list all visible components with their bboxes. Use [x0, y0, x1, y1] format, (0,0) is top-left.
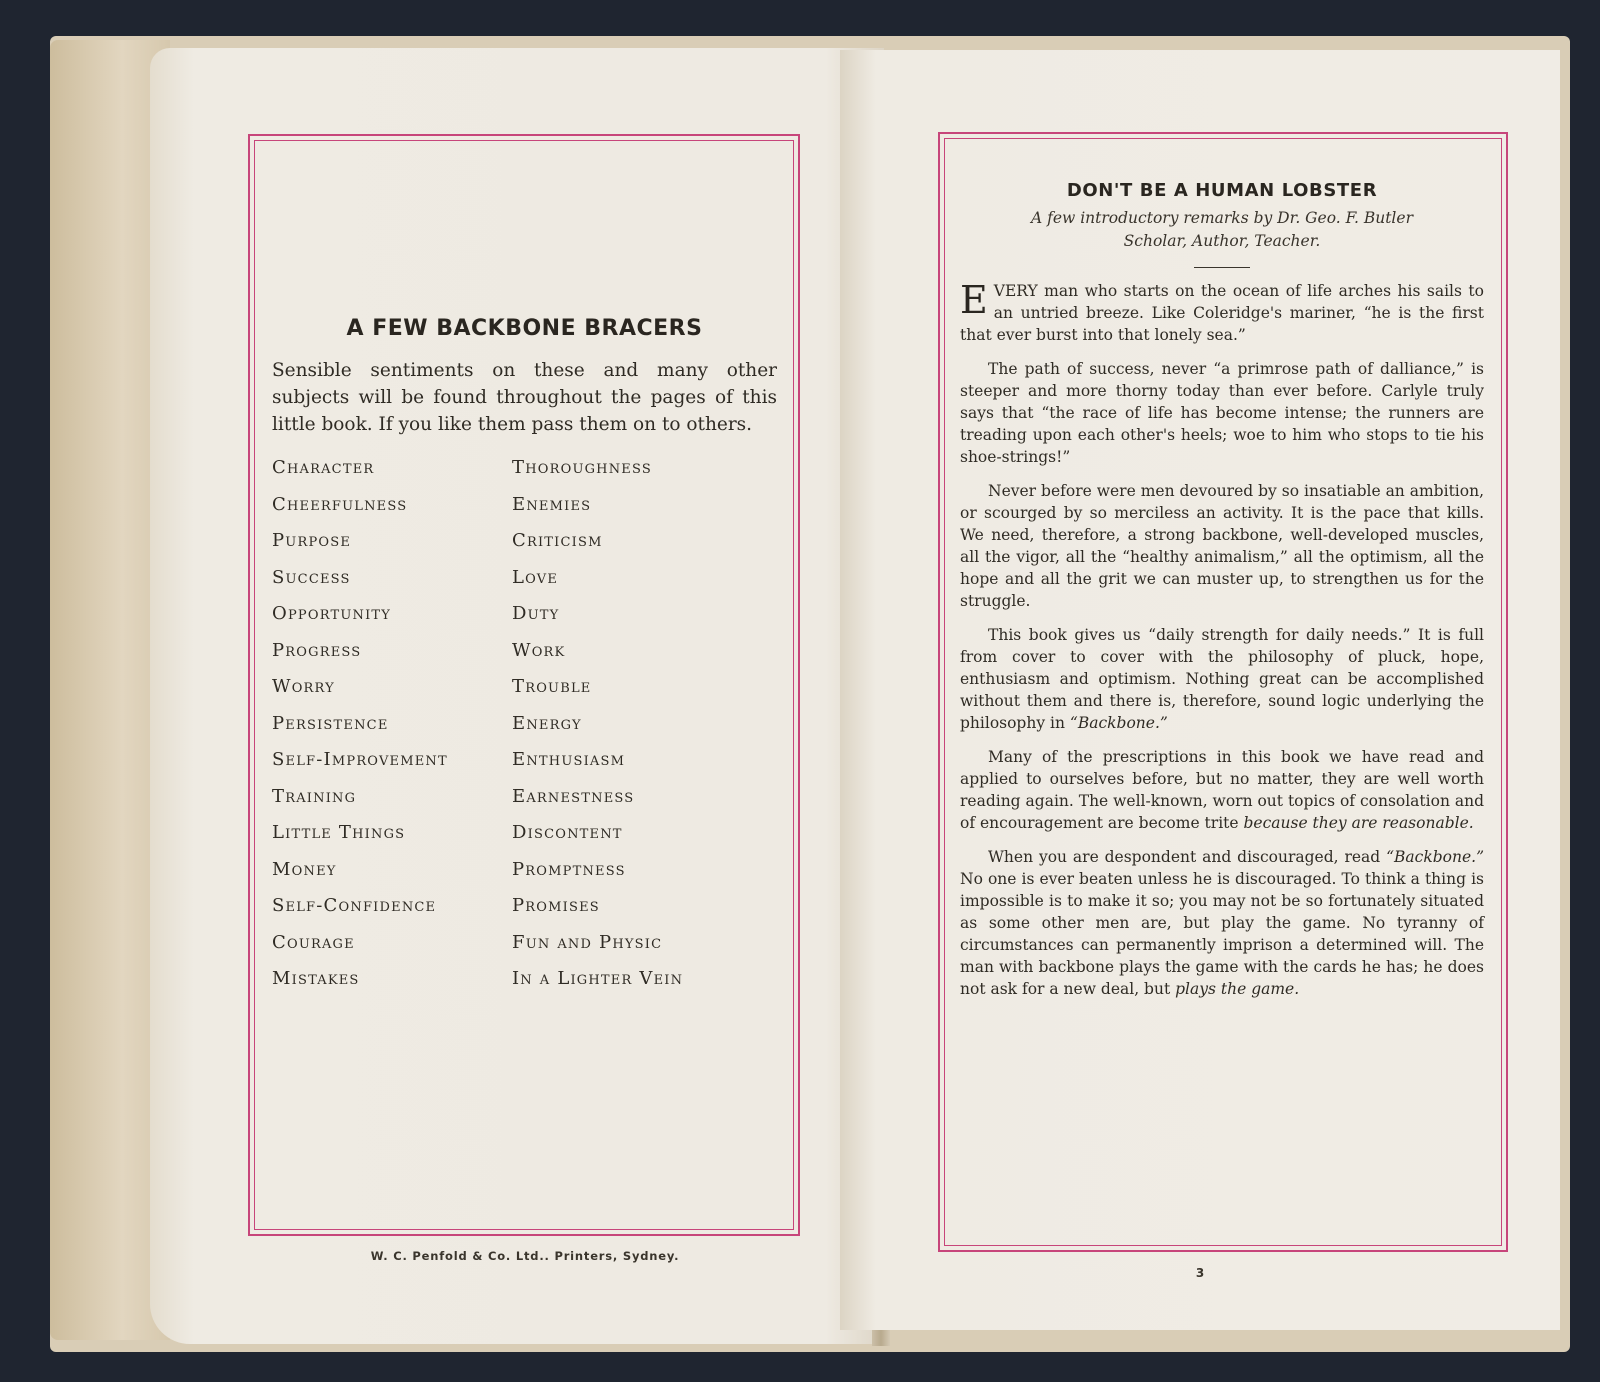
bracer-item-col1: Persistence	[272, 712, 389, 734]
paragraph-2: The path of success, never “a primrose path of dalliance,” is steeper and more thorny today than ever before. Carlyle truly says that “the race of life has become intense; the runners are treading upon each other's heels; woe to him who stops to tie his shoe-strings!”	[960, 360, 1484, 466]
bracer-item-col2: Duty	[512, 603, 560, 624]
paragraph-1-text: man who starts on the ocean of life arches his sails to an untried breeze. Like Coleridge's mariner, “he is the first that ever burst into that lonely sea.”	[960, 282, 1484, 344]
bracer-item-col1: Character	[272, 457, 375, 478]
paragraph-5	[960, 746, 1484, 834]
paragraph-6-italic-2: plays the game.	[1175, 980, 1300, 998]
bracer-item-col2: Fun and Physic	[512, 931, 663, 953]
paragraph-5-italic: because they are reasonable.	[1243, 814, 1474, 832]
bracer-item-col1: Cheerfulness	[272, 493, 408, 515]
bracer-item-col1: Worry	[272, 676, 335, 697]
paragraph-5-text: Many of the prescriptions in this book we have read and applied to ourselves before, but no matter, they are well worth reading again. The well-known, worn out topics of consolation and of encouragement are become trite	[960, 748, 1484, 832]
subtitle-line-2: Scholar, Author, Teacher.	[1123, 232, 1321, 250]
bracer-item-col1: Courage	[272, 931, 355, 953]
subtitle-line-1: A few introductory remarks by Dr. Geo. F. Butler	[1031, 209, 1413, 227]
bracer-item-col1: Progress	[272, 639, 362, 661]
bracer-item-col2: Earnestness	[512, 785, 635, 807]
bracer-item-col2: Thoroughness	[512, 457, 652, 478]
paragraph-6-italic-1: “Backbone.”	[1386, 848, 1484, 866]
bracer-item-col2: Promises	[512, 895, 600, 916]
bracer-item-col2: In a Lighter Vein	[512, 968, 684, 989]
bracer-item-col1: Opportunity	[272, 603, 392, 624]
bracer-item-col2: Work	[512, 639, 566, 661]
bracer-item-col2: Enthusiasm	[512, 749, 626, 770]
left-page-intro: Sensible sentiments on these and many other subjects will be found throughout the pages of this little book. If you like them pass them on to others.	[272, 360, 777, 435]
open-book	[50, 36, 1570, 1352]
paragraph-1	[960, 280, 1484, 346]
chapter-title: DON'T BE A HUMAN LOBSTER	[1066, 180, 1378, 201]
right-page-content	[960, 180, 1484, 1012]
title-rule	[1194, 267, 1250, 268]
paragraph-4-text: This book gives us “daily strength for daily needs.” It is full from cover to cover with the philosophy of pluck, hope, enthusiasm and optimism. Nothing great can be accomplished without them and there is, therefore, sound logic underlying the philosophy in	[960, 626, 1484, 732]
bracer-item-col1: Training	[272, 785, 357, 807]
chapter-subtitle	[960, 207, 1484, 253]
paragraph-3: Never before were men devoured by so insatiable an ambition, or scourged by so merciless an activity. It is the pace that kills. We need, therefore, a strong backbone, well-developed muscles, all the vigor, all the “healthy animalism,” all the optimism, all the hope and all the grit we can muster up, to strengthen us for the struggle.	[960, 482, 1484, 610]
bracer-item-col1: Purpose	[272, 530, 352, 551]
bracer-item-col2: Discontent	[512, 822, 623, 843]
bracer-item-col1: Success	[272, 566, 351, 588]
bracer-item-col2: Love	[512, 566, 559, 588]
paragraph-6	[960, 846, 1484, 1000]
paragraph-6-start: When you are despondent and discouraged, read	[988, 848, 1387, 866]
bracer-item-col1: Mistakes	[272, 968, 360, 989]
paragraph-1-caps: VERY	[993, 282, 1038, 300]
bracer-item-col1: Little Things	[272, 822, 406, 843]
bracer-item-col1: Self-Confidence	[272, 895, 437, 916]
bracer-item-col2: Energy	[512, 712, 582, 734]
left-page	[150, 48, 884, 1344]
bracer-item-col1: Self-Improvement	[272, 749, 448, 770]
bracer-item-col2: Trouble	[512, 676, 592, 697]
printer-imprint: W. C. Penfold & Co. Ltd.. Printers, Sydney.	[370, 1249, 680, 1263]
bracer-item-col2: Promptness	[512, 858, 626, 880]
page-number: 3	[1195, 1266, 1205, 1280]
paragraph-4-italic: “Backbone.”	[1069, 714, 1168, 732]
left-page-heading: A FEW BACKBONE BRACERS	[346, 316, 703, 341]
bracer-item-col2: Enemies	[512, 493, 592, 515]
left-page-content	[272, 316, 777, 992]
bracers-list	[272, 456, 777, 992]
paragraph-6-text: No one is ever beaten unless he is discouraged. To think a thing is impossible is to make it so; you may not be so fortunately situated as some other men are, but play the game. No tyranny of circumstances can permanently imprison a determined will. The man with backbone plays the game with the cards he has; he does not ask for a new deal, but	[960, 870, 1484, 998]
drop-cap: E	[960, 278, 988, 322]
paragraph-4	[960, 624, 1484, 734]
right-page	[840, 50, 1560, 1330]
bracer-item-col1: Money	[272, 858, 337, 880]
bracer-item-col2: Criticism	[512, 530, 603, 551]
